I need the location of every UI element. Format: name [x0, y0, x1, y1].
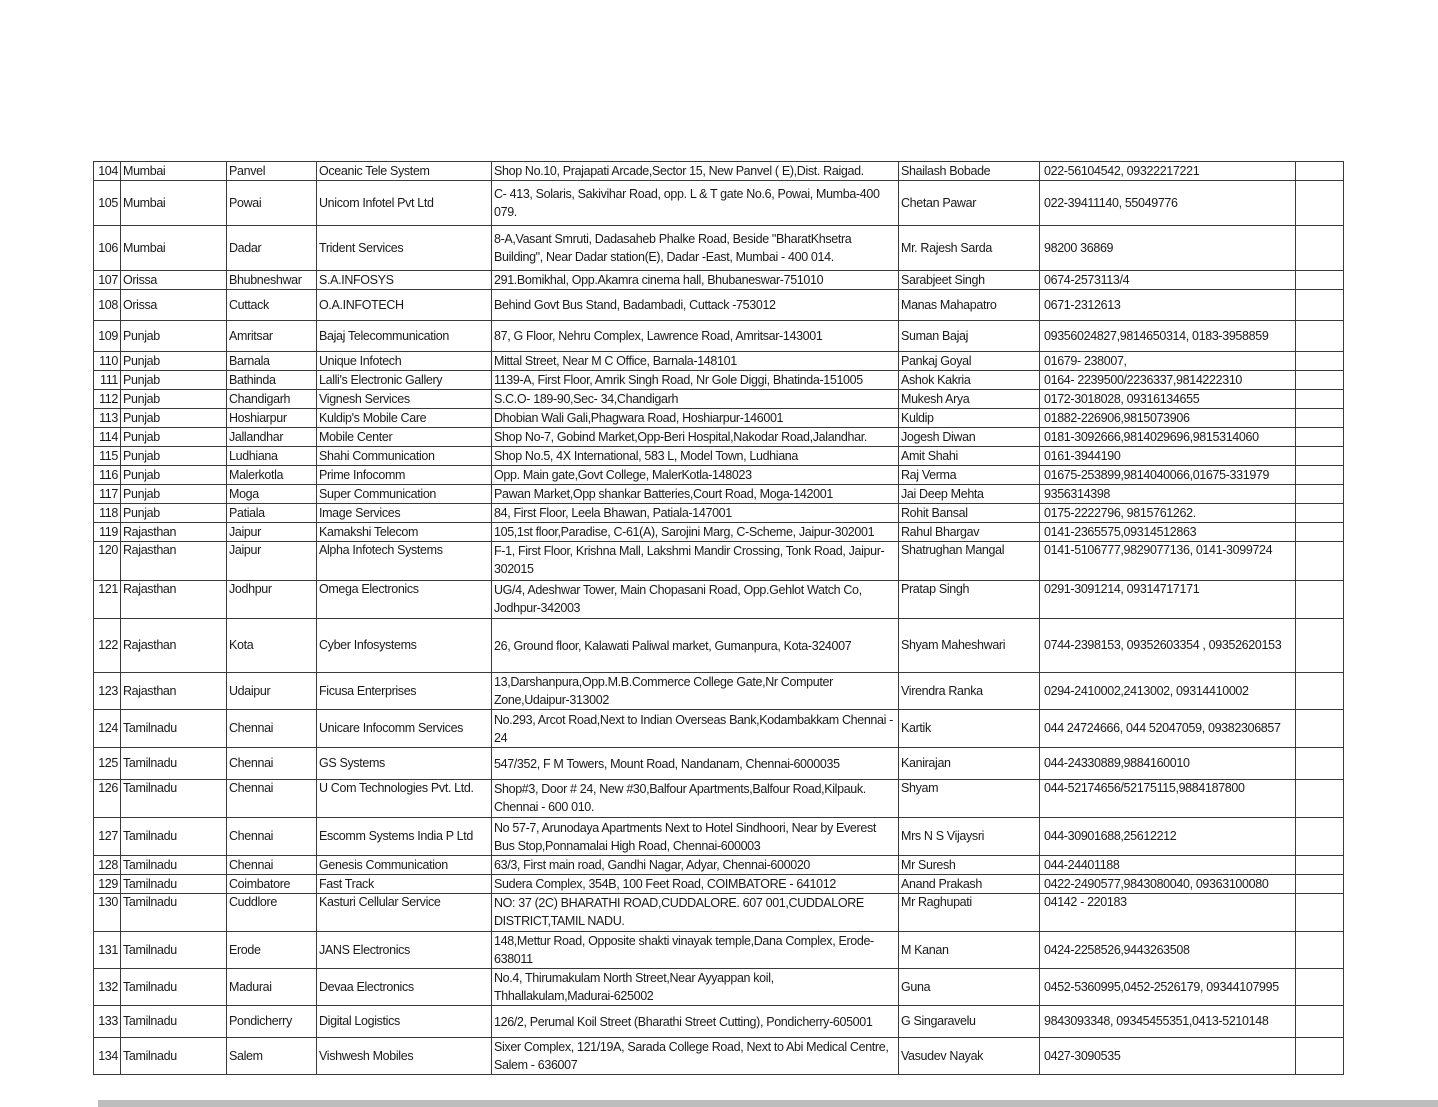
cell-contact: Shyam Maheshwari — [899, 619, 1040, 673]
cell-phone: 0744-2398153, 09352603354 , 09352620153 — [1040, 619, 1296, 673]
cell-address: Shop No-7, Gobind Market,Opp-Beri Hospital,Nakodar Road,Jalandhar. — [492, 428, 899, 447]
cell-phone: 022-56104542, 09322217221 — [1040, 162, 1296, 181]
cell-company: Genesis Communication — [317, 856, 492, 875]
cell-empty — [1296, 619, 1344, 673]
cell-state: Rajasthan — [121, 523, 227, 542]
cell-phone: 0427-3090535 — [1040, 1038, 1296, 1075]
cell-no: 112 — [94, 390, 121, 409]
cell-contact: Pankaj Goyal — [899, 352, 1040, 371]
cell-address: Opp. Main gate,Govt College, MalerKotla-148023 — [492, 466, 899, 485]
cell-company: JANS Electronics — [317, 932, 492, 969]
cell-no: 119 — [94, 523, 121, 542]
cell-state: Mumbai — [121, 226, 227, 271]
cell-state: Punjab — [121, 466, 227, 485]
cell-city: Bathinda — [227, 371, 317, 390]
table-row — [94, 181, 1344, 226]
cell-empty — [1296, 673, 1344, 710]
cell-phone: 04142 - 220183 — [1040, 894, 1296, 932]
table-row — [94, 894, 1344, 932]
cell-state: Tamilnadu — [121, 894, 227, 932]
cell-address: C- 413, Solaris, Sakivihar Road, opp. L & T gate No.6, Powai, Mumba-400 079. — [492, 181, 899, 226]
cell-address: Shop No.10, Prajapati Arcade,Sector 15, New Panvel ( E),Dist. Raigad. — [492, 162, 899, 181]
cell-phone: 0164- 2239500/2236337,9814222310 — [1040, 371, 1296, 390]
cell-city: Erode — [227, 932, 317, 969]
cell-city: Salem — [227, 1038, 317, 1075]
cell-no: 126 — [94, 780, 121, 818]
table-body — [94, 162, 1344, 1075]
cell-company: Oceanic Tele System — [317, 162, 492, 181]
table-row — [94, 447, 1344, 466]
cell-city: Chennai — [227, 710, 317, 748]
cell-phone: 01882-226906,9815073906 — [1040, 409, 1296, 428]
cell-address: Shop No.5, 4X International, 583 L, Model Town, Ludhiana — [492, 447, 899, 466]
cell-phone: 0181-3092666,9814029696,9815314060 — [1040, 428, 1296, 447]
cell-empty — [1296, 321, 1344, 352]
cell-company: Mobile Center — [317, 428, 492, 447]
cell-company: Devaa Electronics — [317, 969, 492, 1006]
cell-no: 120 — [94, 542, 121, 581]
cell-contact: Chetan Pawar — [899, 181, 1040, 226]
cell-address: 13,Darshanpura,Opp.M.B.Commerce College Gate,Nr Computer Zone,Udaipur-313002 — [492, 673, 899, 710]
table-row — [94, 932, 1344, 969]
table-row — [94, 542, 1344, 581]
cell-state: Tamilnadu — [121, 818, 227, 856]
cell-city: Jaipur — [227, 523, 317, 542]
cell-empty — [1296, 932, 1344, 969]
cell-address: UG/4, Adeshwar Tower, Main Chopasani Road, Opp.Gehlot Watch Co, Jodhpur-342003 — [492, 581, 899, 619]
cell-state: Tamilnadu — [121, 780, 227, 818]
cell-empty — [1296, 290, 1344, 321]
cell-address: 26, Ground floor, Kalawati Paliwal market, Gumanpura, Kota-324007 — [492, 619, 899, 673]
cell-city: Barnala — [227, 352, 317, 371]
cell-company: Vishwesh Mobiles — [317, 1038, 492, 1075]
table-row — [94, 352, 1344, 371]
cell-empty — [1296, 542, 1344, 581]
cell-empty — [1296, 271, 1344, 290]
cell-contact: Amit Shahi — [899, 447, 1040, 466]
cell-empty — [1296, 581, 1344, 619]
cell-phone: 9843093348, 09345455351,0413-5210148 — [1040, 1006, 1296, 1038]
table-row — [94, 428, 1344, 447]
cell-address: Behind Govt Bus Stand, Badambadi, Cuttack -753012 — [492, 290, 899, 321]
cell-contact: Shatrughan Mangal — [899, 542, 1040, 581]
cell-phone: 044-24330889,9884160010 — [1040, 748, 1296, 780]
cell-city: Powai — [227, 181, 317, 226]
cell-state: Tamilnadu — [121, 932, 227, 969]
cell-state: Punjab — [121, 447, 227, 466]
cell-empty — [1296, 748, 1344, 780]
cell-city: Cuttack — [227, 290, 317, 321]
cell-address: 8-A,Vasant Smruti, Dadasaheb Phalke Road, Beside "BharatKhsetra Building", Near Dadar station(E), Dadar -East, Mumbai - 400 014. — [492, 226, 899, 271]
cell-company: Fast Track — [317, 875, 492, 894]
cell-phone: 0424-2258526,9443263508 — [1040, 932, 1296, 969]
cell-city: Cuddlore — [227, 894, 317, 932]
cell-no: 129 — [94, 875, 121, 894]
cell-address: Pawan Market,Opp shankar Batteries,Court Road, Moga-142001 — [492, 485, 899, 504]
cell-city: Dadar — [227, 226, 317, 271]
cell-contact: Virendra Ranka — [899, 673, 1040, 710]
cell-city: Jodhpur — [227, 581, 317, 619]
cell-contact: Jogesh Diwan — [899, 428, 1040, 447]
cell-state: Tamilnadu — [121, 1006, 227, 1038]
cell-address: No.293, Arcot Road,Next to Indian Overseas Bank,Kodambakkam Chennai - 24 — [492, 710, 899, 748]
table-row — [94, 290, 1344, 321]
cell-no: 134 — [94, 1038, 121, 1075]
table-row — [94, 875, 1344, 894]
cell-city: Chennai — [227, 748, 317, 780]
service-center-table — [93, 161, 1344, 1075]
cell-no: 130 — [94, 894, 121, 932]
cell-city: Udaipur — [227, 673, 317, 710]
cell-empty — [1296, 226, 1344, 271]
cell-company: S.A.INFOSYS — [317, 271, 492, 290]
cell-city: Ludhiana — [227, 447, 317, 466]
cell-contact: M Kanan — [899, 932, 1040, 969]
cell-contact: Jai Deep Mehta — [899, 485, 1040, 504]
cell-no: 132 — [94, 969, 121, 1006]
cell-state: Rajasthan — [121, 673, 227, 710]
cell-state: Punjab — [121, 321, 227, 352]
cell-empty — [1296, 390, 1344, 409]
table-row — [94, 856, 1344, 875]
cell-address: 84, First Floor, Leela Bhawan, Patiala-147001 — [492, 504, 899, 523]
cell-contact: Mrs N S Vijaysri — [899, 818, 1040, 856]
cell-state: Punjab — [121, 390, 227, 409]
cell-state: Tamilnadu — [121, 748, 227, 780]
cell-empty — [1296, 447, 1344, 466]
cell-phone: 044 24724666, 044 52047059, 09382306857 — [1040, 710, 1296, 748]
cell-address: Mittal Street, Near M C Office, Barnala-148101 — [492, 352, 899, 371]
table-row — [94, 1006, 1344, 1038]
table-row — [94, 523, 1344, 542]
cell-no: 104 — [94, 162, 121, 181]
table-row — [94, 969, 1344, 1006]
cell-company: Shahi Communication — [317, 447, 492, 466]
cell-contact: Rohit Bansal — [899, 504, 1040, 523]
cell-empty — [1296, 818, 1344, 856]
cell-no: 123 — [94, 673, 121, 710]
cell-contact: Pratap Singh — [899, 581, 1040, 619]
table-row — [94, 1038, 1344, 1075]
table-row — [94, 271, 1344, 290]
table-row — [94, 371, 1344, 390]
cell-state: Punjab — [121, 409, 227, 428]
cell-no: 125 — [94, 748, 121, 780]
cell-contact: Vasudev Nayak — [899, 1038, 1040, 1075]
cell-city: Patiala — [227, 504, 317, 523]
cell-address: 148,Mettur Road, Opposite shakti vinayak temple,Dana Complex, Erode-638011 — [492, 932, 899, 969]
cell-address: Sixer Complex, 121/19A, Sarada College Road, Next to Abi Medical Centre, Salem - 636007 — [492, 1038, 899, 1075]
cell-contact: G Singaravelu — [899, 1006, 1040, 1038]
page-bottom-bar — [98, 1100, 1438, 1107]
cell-company: Ficusa Enterprises — [317, 673, 492, 710]
cell-phone: 0671-2312613 — [1040, 290, 1296, 321]
cell-state: Tamilnadu — [121, 969, 227, 1006]
cell-address: 63/3, First main road, Gandhi Nagar, Adyar, Chennai-600020 — [492, 856, 899, 875]
cell-contact: Suman Bajaj — [899, 321, 1040, 352]
cell-city: Amritsar — [227, 321, 317, 352]
cell-city: Bhubneshwar — [227, 271, 317, 290]
cell-company: Vignesh Services — [317, 390, 492, 409]
cell-no: 117 — [94, 485, 121, 504]
cell-contact: Mr. Rajesh Sarda — [899, 226, 1040, 271]
table-row — [94, 619, 1344, 673]
cell-phone: 0161-3944190 — [1040, 447, 1296, 466]
cell-address: 1139-A, First Floor, Amrik Singh Road, Nr Gole Diggi, Bhatinda-151005 — [492, 371, 899, 390]
cell-city: Malerkotla — [227, 466, 317, 485]
table-row — [94, 780, 1344, 818]
cell-empty — [1296, 504, 1344, 523]
cell-no: 122 — [94, 619, 121, 673]
cell-empty — [1296, 894, 1344, 932]
table-row — [94, 504, 1344, 523]
cell-no: 124 — [94, 710, 121, 748]
cell-company: Cyber Infosystems — [317, 619, 492, 673]
cell-state: Punjab — [121, 371, 227, 390]
cell-phone: 0291-3091214, 09314717171 — [1040, 581, 1296, 619]
cell-no: 116 — [94, 466, 121, 485]
cell-no: 105 — [94, 181, 121, 226]
cell-no: 108 — [94, 290, 121, 321]
cell-contact: Mukesh Arya — [899, 390, 1040, 409]
cell-empty — [1296, 352, 1344, 371]
cell-address: 105,1st floor,Paradise, C-61(A), Sarojini Marg, C-Scheme, Jaipur-302001 — [492, 523, 899, 542]
cell-city: Panvel — [227, 162, 317, 181]
cell-company: Kuldip's Mobile Care — [317, 409, 492, 428]
cell-no: 115 — [94, 447, 121, 466]
cell-no: 113 — [94, 409, 121, 428]
table-row — [94, 390, 1344, 409]
cell-contact: Anand Prakash — [899, 875, 1040, 894]
cell-no: 110 — [94, 352, 121, 371]
cell-state: Rajasthan — [121, 542, 227, 581]
table-row — [94, 818, 1344, 856]
cell-company: Omega Electronics — [317, 581, 492, 619]
cell-phone: 0452-5360995,0452-2526179, 09344107995 — [1040, 969, 1296, 1006]
cell-contact: Kuldip — [899, 409, 1040, 428]
cell-address: Sudera Complex, 354B, 100 Feet Road, COIMBATORE - 641012 — [492, 875, 899, 894]
cell-state: Mumbai — [121, 162, 227, 181]
cell-no: 127 — [94, 818, 121, 856]
cell-address: Shop#3, Door # 24, New #30,Balfour Apartments,Balfour Road,Kilpauk. Chennai - 600 010. — [492, 780, 899, 818]
cell-company: Alpha Infotech Systems — [317, 542, 492, 581]
cell-company: Image Services — [317, 504, 492, 523]
cell-city: Kota — [227, 619, 317, 673]
cell-address: NO: 37 (2C) BHARATHI ROAD,CUDDALORE. 607 001,CUDDALORE DISTRICT,TAMIL NADU. — [492, 894, 899, 932]
cell-empty — [1296, 523, 1344, 542]
cell-contact: Ashok Kakria — [899, 371, 1040, 390]
cell-state: Rajasthan — [121, 581, 227, 619]
cell-empty — [1296, 466, 1344, 485]
cell-phone: 0141-5106777,9829077136, 0141-3099724 — [1040, 542, 1296, 581]
cell-company: Prime Infocomm — [317, 466, 492, 485]
table-row — [94, 485, 1344, 504]
cell-contact: Kartik — [899, 710, 1040, 748]
cell-phone: 0141-2365575,09314512863 — [1040, 523, 1296, 542]
cell-city: Chennai — [227, 780, 317, 818]
cell-phone: 0294-2410002,2413002, 09314410002 — [1040, 673, 1296, 710]
cell-contact: Shailash Bobade — [899, 162, 1040, 181]
cell-city: Hoshiarpur — [227, 409, 317, 428]
cell-no: 121 — [94, 581, 121, 619]
cell-state: Orissa — [121, 271, 227, 290]
cell-address: No 57-7, Arunodaya Apartments Next to Hotel Sindhoori, Near by Everest Bus Stop,Ponnamalai High Road, Chennai-600003 — [492, 818, 899, 856]
cell-empty — [1296, 1006, 1344, 1038]
cell-company: Bajaj Telecommunication — [317, 321, 492, 352]
cell-state: Tamilnadu — [121, 710, 227, 748]
cell-phone: 044-30901688,25612212 — [1040, 818, 1296, 856]
cell-empty — [1296, 969, 1344, 1006]
cell-no: 133 — [94, 1006, 121, 1038]
cell-address: 291.Bomikhal, Opp.Akamra cinema hall, Bhubaneswar-751010 — [492, 271, 899, 290]
cell-state: Punjab — [121, 428, 227, 447]
cell-address: No.4, Thirumakulam North Street,Near Ayyappan koil, Thhallakulam,Madurai-625002 — [492, 969, 899, 1006]
cell-state: Tamilnadu — [121, 856, 227, 875]
cell-no: 111 — [94, 371, 121, 390]
table-row — [94, 748, 1344, 780]
cell-city: Moga — [227, 485, 317, 504]
cell-company: O.A.INFOTECH — [317, 290, 492, 321]
table-row — [94, 673, 1344, 710]
cell-phone: 0175-2222796, 9815761262. — [1040, 504, 1296, 523]
cell-empty — [1296, 162, 1344, 181]
table-row — [94, 710, 1344, 748]
cell-empty — [1296, 181, 1344, 226]
cell-contact: Raj Verma — [899, 466, 1040, 485]
cell-city: Chennai — [227, 856, 317, 875]
cell-city: Jallandhar — [227, 428, 317, 447]
cell-city: Chennai — [227, 818, 317, 856]
cell-company: Kasturi Cellular Service — [317, 894, 492, 932]
cell-empty — [1296, 409, 1344, 428]
cell-empty — [1296, 485, 1344, 504]
cell-state: Punjab — [121, 352, 227, 371]
cell-empty — [1296, 780, 1344, 818]
cell-phone: 98200 36869 — [1040, 226, 1296, 271]
cell-no: 118 — [94, 504, 121, 523]
cell-city: Chandigarh — [227, 390, 317, 409]
cell-no: 107 — [94, 271, 121, 290]
cell-state: Punjab — [121, 485, 227, 504]
cell-phone: 022-39411140, 55049776 — [1040, 181, 1296, 226]
cell-no: 128 — [94, 856, 121, 875]
cell-address: 547/352, F M Towers, Mount Road, Nandanam, Chennai-6000035 — [492, 748, 899, 780]
cell-phone: 0422-2490577,9843080040, 09363100080 — [1040, 875, 1296, 894]
cell-company: Digital Logistics — [317, 1006, 492, 1038]
cell-address: F-1, First Floor, Krishna Mall, Lakshmi Mandir Crossing, Tonk Road, Jaipur-302015 — [492, 542, 899, 581]
cell-company: Trident Services — [317, 226, 492, 271]
cell-phone: 09356024827,9814650314, 0183-3958859 — [1040, 321, 1296, 352]
cell-state: Tamilnadu — [121, 1038, 227, 1075]
cell-empty — [1296, 371, 1344, 390]
cell-no: 131 — [94, 932, 121, 969]
cell-no: 109 — [94, 321, 121, 352]
table-row — [94, 466, 1344, 485]
cell-state: Mumbai — [121, 181, 227, 226]
table-row — [94, 162, 1344, 181]
table-row — [94, 409, 1344, 428]
cell-company: U Com Technologies Pvt. Ltd. — [317, 780, 492, 818]
cell-empty — [1296, 710, 1344, 748]
cell-city: Jaipur — [227, 542, 317, 581]
cell-empty — [1296, 428, 1344, 447]
cell-company: Super Communication — [317, 485, 492, 504]
cell-empty — [1296, 1038, 1344, 1075]
table-row — [94, 321, 1344, 352]
cell-phone: 044-24401188 — [1040, 856, 1296, 875]
cell-contact: Mr Suresh — [899, 856, 1040, 875]
cell-no: 114 — [94, 428, 121, 447]
cell-phone: 01675-253899,9814040066,01675-331979 — [1040, 466, 1296, 485]
cell-phone: 01679- 238007, — [1040, 352, 1296, 371]
cell-contact: Kanirajan — [899, 748, 1040, 780]
table-row — [94, 226, 1344, 271]
cell-contact: Guna — [899, 969, 1040, 1006]
cell-company: Unique Infotech — [317, 352, 492, 371]
cell-phone: 0674-2573113/4 — [1040, 271, 1296, 290]
cell-company: Lalli's Electronic Gallery — [317, 371, 492, 390]
cell-company: Kamakshi Telecom — [317, 523, 492, 542]
cell-phone: 044-52174656/52175115,9884187800 — [1040, 780, 1296, 818]
table-row — [94, 581, 1344, 619]
cell-city: Madurai — [227, 969, 317, 1006]
cell-state: Rajasthan — [121, 619, 227, 673]
cell-empty — [1296, 875, 1344, 894]
cell-contact: Mr Raghupati — [899, 894, 1040, 932]
cell-company: GS Systems — [317, 748, 492, 780]
cell-phone: 0172-3018028, 09316134655 — [1040, 390, 1296, 409]
cell-address: 126/2, Perumal Koil Street (Bharathi Street Cutting), Pondicherry-605001 — [492, 1006, 899, 1038]
cell-company: Escomm Systems India P Ltd — [317, 818, 492, 856]
cell-address: Dhobian Wali Gali,Phagwara Road, Hoshiarpur-146001 — [492, 409, 899, 428]
cell-address: S.C.O- 189-90,Sec- 34,Chandigarh — [492, 390, 899, 409]
cell-address: 87, G Floor, Nehru Complex, Lawrence Road, Amritsar-143001 — [492, 321, 899, 352]
cell-city: Pondicherry — [227, 1006, 317, 1038]
cell-contact: Sarabjeet Singh — [899, 271, 1040, 290]
cell-no: 106 — [94, 226, 121, 271]
cell-state: Orissa — [121, 290, 227, 321]
cell-contact: Manas Mahapatro — [899, 290, 1040, 321]
cell-contact: Shyam — [899, 780, 1040, 818]
cell-city: Coimbatore — [227, 875, 317, 894]
cell-company: Unicare Infocomm Services — [317, 710, 492, 748]
cell-contact: Rahul Bhargav — [899, 523, 1040, 542]
cell-state: Tamilnadu — [121, 875, 227, 894]
cell-state: Punjab — [121, 504, 227, 523]
cell-empty — [1296, 856, 1344, 875]
cell-phone: 9356314398 — [1040, 485, 1296, 504]
cell-company: Unicom Infotel Pvt Ltd — [317, 181, 492, 226]
